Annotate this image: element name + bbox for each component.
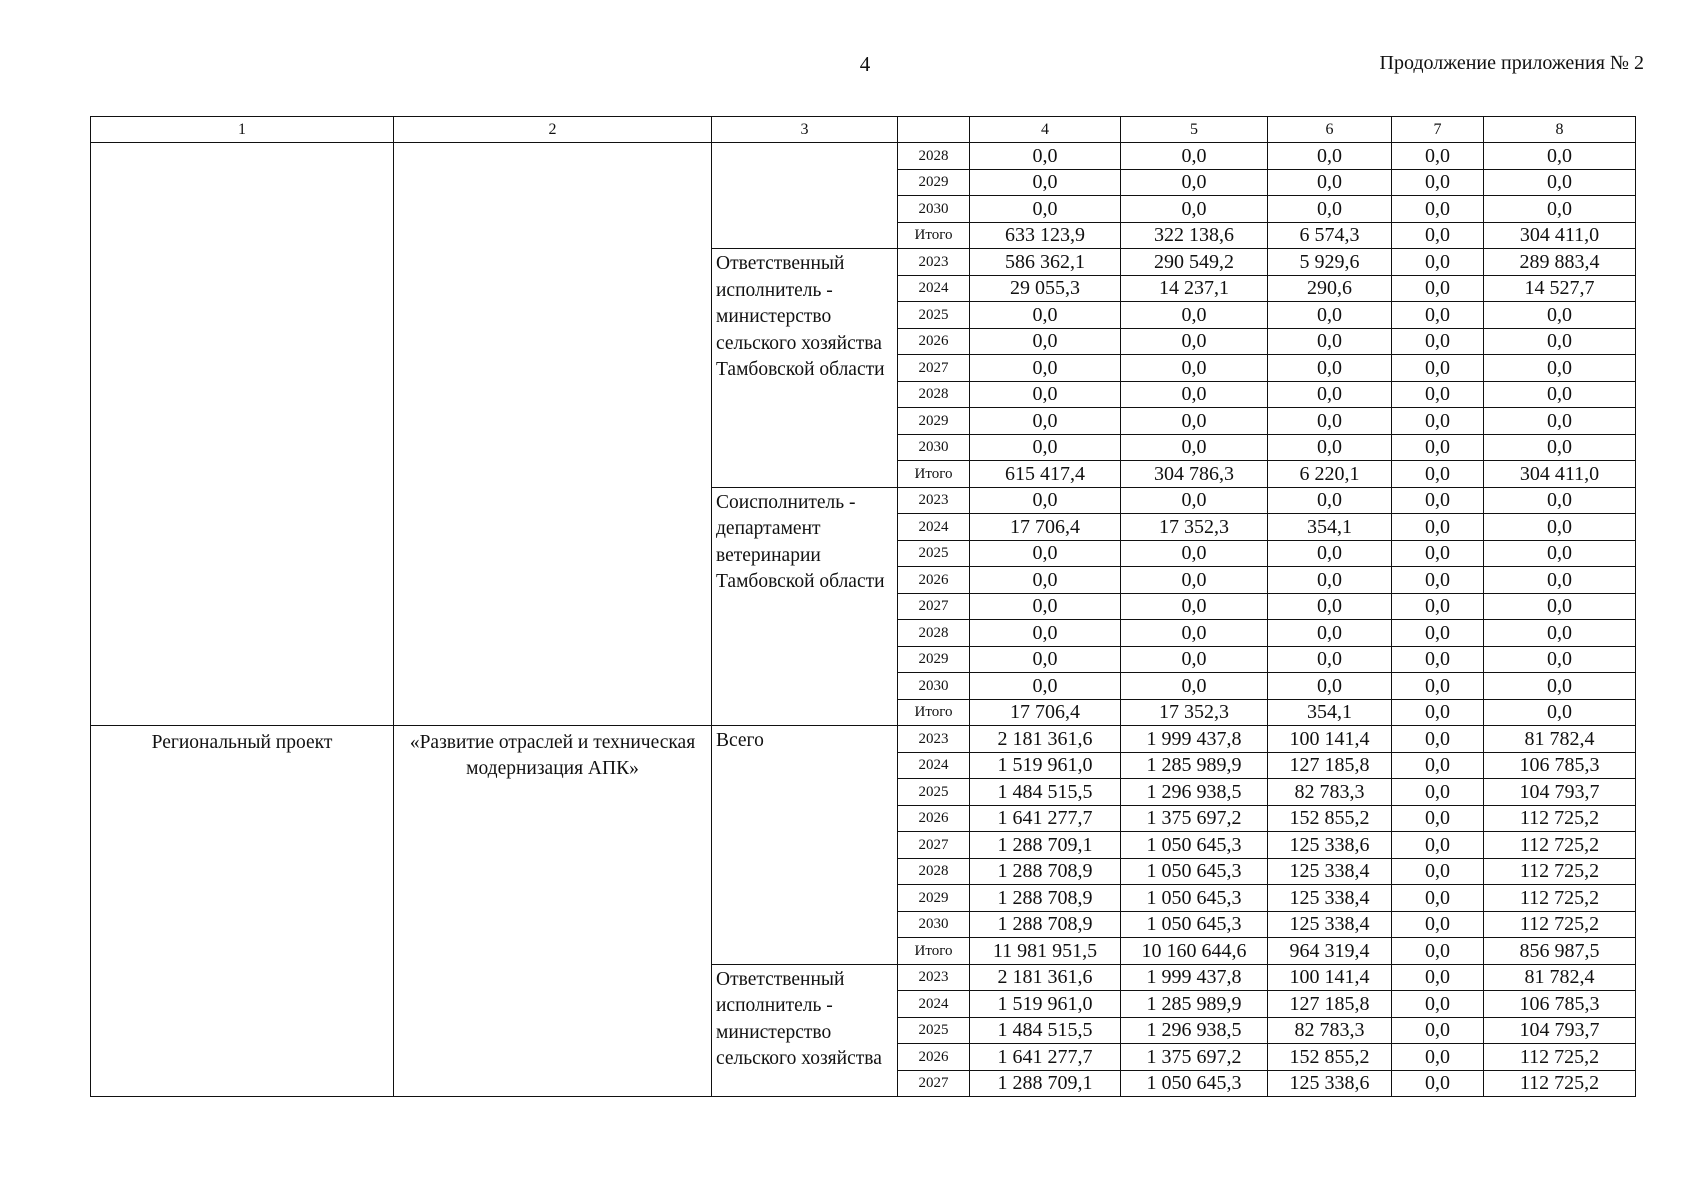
amount-cell: 0,0 [1392, 222, 1484, 249]
amount-cell: 0,0 [1392, 779, 1484, 806]
executor-cell: Ответственный исполнитель - министерство сельского хозяйства [712, 964, 898, 1097]
year-cell: Итого [898, 461, 970, 488]
year-cell: 2025 [898, 1017, 970, 1044]
table-body [91, 117, 1636, 1097]
year-cell: 2027 [898, 832, 970, 859]
amount-cell: 0,0 [1392, 885, 1484, 912]
amount-cell: 0,0 [1268, 169, 1392, 196]
year-cell: Итого [898, 222, 970, 249]
amount-cell: 5 929,6 [1268, 249, 1392, 276]
amount-cell: 0,0 [1484, 355, 1636, 382]
amount-cell: 586 362,1 [970, 249, 1121, 276]
year-cell: 2023 [898, 964, 970, 991]
column-number-row [91, 117, 1636, 143]
amount-cell: 964 319,4 [1268, 938, 1392, 965]
amount-cell: 0,0 [1392, 699, 1484, 726]
amount-cell: 0,0 [1484, 673, 1636, 700]
amount-cell: 0,0 [1392, 620, 1484, 647]
column-header: 8 [1484, 117, 1636, 143]
amount-cell: 14 527,7 [1484, 275, 1636, 302]
amount-cell: 0,0 [1392, 911, 1484, 938]
amount-cell: 112 725,2 [1484, 885, 1636, 912]
amount-cell: 0,0 [970, 434, 1121, 461]
amount-cell: 0,0 [1392, 726, 1484, 753]
amount-cell: 152 855,2 [1268, 1044, 1392, 1071]
amount-cell: 0,0 [1484, 514, 1636, 541]
year-cell: 2025 [898, 779, 970, 806]
year-cell: 2024 [898, 752, 970, 779]
amount-cell: 304 411,0 [1484, 461, 1636, 488]
year-cell: 2029 [898, 408, 970, 435]
year-cell: 2024 [898, 514, 970, 541]
amount-cell: 0,0 [970, 540, 1121, 567]
amount-cell: 0,0 [1392, 832, 1484, 859]
appendix-continuation-note: Продолжение приложения № 2 [1379, 52, 1644, 74]
amount-cell: 354,1 [1268, 699, 1392, 726]
executor-cell: Всего [712, 726, 898, 965]
amount-cell: 0,0 [1484, 593, 1636, 620]
column-header: 1 [91, 117, 394, 143]
year-cell: 2025 [898, 302, 970, 329]
amount-cell: 0,0 [1121, 381, 1268, 408]
amount-cell: 1 050 645,3 [1121, 832, 1268, 859]
year-cell: 2023 [898, 249, 970, 276]
year-cell: 2030 [898, 673, 970, 700]
year-cell: 2027 [898, 593, 970, 620]
amount-cell: 0,0 [1392, 858, 1484, 885]
amount-cell: 0,0 [1268, 328, 1392, 355]
amount-cell: 289 883,4 [1484, 249, 1636, 276]
amount-cell: 0,0 [970, 646, 1121, 673]
amount-cell: 17 352,3 [1121, 514, 1268, 541]
amount-cell: 0,0 [1268, 302, 1392, 329]
amount-cell: 17 706,4 [970, 699, 1121, 726]
amount-cell: 354,1 [1268, 514, 1392, 541]
amount-cell: 615 417,4 [970, 461, 1121, 488]
amount-cell: 1 285 989,9 [1121, 752, 1268, 779]
amount-cell: 322 138,6 [1121, 222, 1268, 249]
amount-cell: 112 725,2 [1484, 1070, 1636, 1097]
amount-cell: 0,0 [970, 196, 1121, 223]
executor-cell: Ответственный исполнитель - министерство сельского хозяйства Тамбовской области [712, 249, 898, 488]
year-cell: 2024 [898, 991, 970, 1018]
amount-cell: 125 338,4 [1268, 858, 1392, 885]
year-cell: 2028 [898, 381, 970, 408]
amount-cell: 0,0 [1268, 540, 1392, 567]
amount-cell: 0,0 [1484, 328, 1636, 355]
amount-cell: 0,0 [1392, 408, 1484, 435]
amount-cell: 0,0 [1484, 567, 1636, 594]
amount-cell: 304 786,3 [1121, 461, 1268, 488]
amount-cell: 100 141,4 [1268, 964, 1392, 991]
executor-cell: Соисполнитель - департамент ветеринарии Тамбовской области [712, 487, 898, 726]
year-cell: 2026 [898, 1044, 970, 1071]
amount-cell: 1 288 709,1 [970, 832, 1121, 859]
amount-cell: 633 123,9 [970, 222, 1121, 249]
year-cell: 2027 [898, 355, 970, 382]
amount-cell: 0,0 [1268, 408, 1392, 435]
amount-cell: 0,0 [1392, 1070, 1484, 1097]
amount-cell: 0,0 [1392, 752, 1484, 779]
amount-cell: 0,0 [1121, 143, 1268, 170]
amount-cell: 112 725,2 [1484, 832, 1636, 859]
amount-cell: 112 725,2 [1484, 858, 1636, 885]
amount-cell: 0,0 [1392, 487, 1484, 514]
amount-cell: 1 484 515,5 [970, 1017, 1121, 1044]
amount-cell: 0,0 [1392, 328, 1484, 355]
amount-cell: 127 185,8 [1268, 991, 1392, 1018]
amount-cell: 290 549,2 [1121, 249, 1268, 276]
amount-cell: 17 352,3 [1121, 699, 1268, 726]
amount-cell: 0,0 [1392, 991, 1484, 1018]
amount-cell: 6 220,1 [1268, 461, 1392, 488]
amount-cell: 0,0 [1121, 593, 1268, 620]
amount-cell: 0,0 [1268, 143, 1392, 170]
amount-cell: 1 296 938,5 [1121, 779, 1268, 806]
page-number: 4 [859, 52, 871, 76]
amount-cell: 1 519 961,0 [970, 991, 1121, 1018]
amount-cell: 1 285 989,9 [1121, 991, 1268, 1018]
year-cell: 2025 [898, 540, 970, 567]
year-cell: 2024 [898, 275, 970, 302]
amount-cell: 0,0 [1392, 593, 1484, 620]
amount-cell: 0,0 [1268, 593, 1392, 620]
amount-cell: 0,0 [1484, 540, 1636, 567]
amount-cell: 10 160 644,6 [1121, 938, 1268, 965]
year-cell: Итого [898, 699, 970, 726]
amount-cell: 1 999 437,8 [1121, 726, 1268, 753]
amount-cell: 112 725,2 [1484, 1044, 1636, 1071]
amount-cell: 0,0 [1392, 938, 1484, 965]
amount-cell: 0,0 [1121, 355, 1268, 382]
amount-cell: 0,0 [1484, 487, 1636, 514]
amount-cell: 0,0 [970, 408, 1121, 435]
amount-cell: 1 288 708,9 [970, 885, 1121, 912]
amount-cell: 0,0 [970, 673, 1121, 700]
event-name-cell: «Развитие отраслей и техническая модернизация АПК» [394, 726, 712, 1097]
amount-cell: 82 783,3 [1268, 1017, 1392, 1044]
amount-cell: 0,0 [1484, 408, 1636, 435]
column-header: 6 [1268, 117, 1392, 143]
amount-cell: 2 181 361,6 [970, 964, 1121, 991]
amount-cell: 0,0 [970, 169, 1121, 196]
event-type-cell: Региональный проект [91, 726, 394, 1097]
amount-cell: 1 288 709,1 [970, 1070, 1121, 1097]
amount-cell: 0,0 [1121, 434, 1268, 461]
amount-cell: 1 050 645,3 [1121, 858, 1268, 885]
amount-cell: 0,0 [1392, 461, 1484, 488]
year-cell: 2029 [898, 885, 970, 912]
amount-cell: 0,0 [1392, 673, 1484, 700]
year-cell: 2029 [898, 646, 970, 673]
amount-cell: 0,0 [1121, 487, 1268, 514]
year-cell: 2028 [898, 620, 970, 647]
amount-cell: 0,0 [1268, 434, 1392, 461]
amount-cell: 304 411,0 [1484, 222, 1636, 249]
financing-table [90, 116, 1636, 1097]
amount-cell: 0,0 [1392, 567, 1484, 594]
amount-cell: 127 185,8 [1268, 752, 1392, 779]
amount-cell: 0,0 [970, 143, 1121, 170]
amount-cell: 0,0 [1268, 646, 1392, 673]
year-cell: Итого [898, 938, 970, 965]
amount-cell: 1 484 515,5 [970, 779, 1121, 806]
amount-cell: 104 793,7 [1484, 779, 1636, 806]
amount-cell: 0,0 [1121, 302, 1268, 329]
year-cell: 2027 [898, 1070, 970, 1097]
year-cell: 2028 [898, 143, 970, 170]
amount-cell: 0,0 [1392, 355, 1484, 382]
amount-cell: 0,0 [1392, 646, 1484, 673]
amount-cell: 125 338,4 [1268, 911, 1392, 938]
amount-cell: 0,0 [970, 302, 1121, 329]
amount-cell: 0,0 [1121, 646, 1268, 673]
amount-cell: 152 855,2 [1268, 805, 1392, 832]
amount-cell: 856 987,5 [1484, 938, 1636, 965]
amount-cell: 112 725,2 [1484, 911, 1636, 938]
amount-cell: 81 782,4 [1484, 726, 1636, 753]
amount-cell: 0,0 [970, 355, 1121, 382]
amount-cell: 0,0 [1121, 196, 1268, 223]
amount-cell: 0,0 [1121, 673, 1268, 700]
executor-cell [712, 143, 898, 249]
amount-cell: 1 999 437,8 [1121, 964, 1268, 991]
amount-cell: 0,0 [1121, 567, 1268, 594]
amount-cell: 0,0 [1484, 196, 1636, 223]
year-cell: 2030 [898, 911, 970, 938]
amount-cell: 1 296 938,5 [1121, 1017, 1268, 1044]
amount-cell: 1 641 277,7 [970, 1044, 1121, 1071]
amount-cell: 0,0 [1392, 169, 1484, 196]
amount-cell: 0,0 [1392, 1017, 1484, 1044]
amount-cell: 0,0 [1392, 1044, 1484, 1071]
amount-cell: 0,0 [1392, 964, 1484, 991]
amount-cell: 0,0 [1484, 620, 1636, 647]
year-cell: 2023 [898, 726, 970, 753]
amount-cell: 104 793,7 [1484, 1017, 1636, 1044]
amount-cell: 0,0 [1121, 328, 1268, 355]
amount-cell: 0,0 [1392, 434, 1484, 461]
amount-cell: 0,0 [970, 487, 1121, 514]
amount-cell: 0,0 [1121, 620, 1268, 647]
amount-cell: 1 050 645,3 [1121, 885, 1268, 912]
amount-cell: 0,0 [970, 328, 1121, 355]
amount-cell: 0,0 [1484, 381, 1636, 408]
amount-cell: 125 338,6 [1268, 832, 1392, 859]
amount-cell: 14 237,1 [1121, 275, 1268, 302]
amount-cell: 29 055,3 [970, 275, 1121, 302]
amount-cell: 0,0 [1268, 487, 1392, 514]
amount-cell: 81 782,4 [1484, 964, 1636, 991]
year-cell: 2030 [898, 196, 970, 223]
amount-cell: 0,0 [1268, 673, 1392, 700]
column-header: 4 [970, 117, 1121, 143]
amount-cell: 1 050 645,3 [1121, 1070, 1268, 1097]
table-row [91, 143, 1636, 170]
amount-cell: 0,0 [970, 567, 1121, 594]
amount-cell: 0,0 [1392, 249, 1484, 276]
amount-cell: 1 050 645,3 [1121, 911, 1268, 938]
amount-cell: 0,0 [1392, 540, 1484, 567]
amount-cell: 0,0 [1392, 381, 1484, 408]
amount-cell: 0,0 [1121, 540, 1268, 567]
event-type-cell [91, 143, 394, 726]
year-cell: 2026 [898, 567, 970, 594]
amount-cell: 0,0 [1268, 355, 1392, 382]
amount-cell: 1 641 277,7 [970, 805, 1121, 832]
amount-cell: 2 181 361,6 [970, 726, 1121, 753]
column-header: 7 [1392, 117, 1484, 143]
amount-cell: 106 785,3 [1484, 752, 1636, 779]
amount-cell: 0,0 [1484, 434, 1636, 461]
year-cell: 2023 [898, 487, 970, 514]
amount-cell: 0,0 [970, 620, 1121, 647]
column-header [898, 117, 970, 143]
amount-cell: 106 785,3 [1484, 991, 1636, 1018]
amount-cell: 112 725,2 [1484, 805, 1636, 832]
column-header: 3 [712, 117, 898, 143]
amount-cell: 0,0 [1484, 143, 1636, 170]
amount-cell: 0,0 [1268, 620, 1392, 647]
year-cell: 2030 [898, 434, 970, 461]
year-cell: 2029 [898, 169, 970, 196]
amount-cell: 0,0 [1121, 169, 1268, 196]
amount-cell: 1 375 697,2 [1121, 1044, 1268, 1071]
amount-cell: 0,0 [1121, 408, 1268, 435]
amount-cell: 0,0 [1392, 275, 1484, 302]
amount-cell: 0,0 [1392, 302, 1484, 329]
event-name-cell [394, 143, 712, 726]
table-row [91, 726, 1636, 753]
amount-cell: 1 288 708,9 [970, 911, 1121, 938]
column-header: 2 [394, 117, 712, 143]
amount-cell: 11 981 951,5 [970, 938, 1121, 965]
amount-cell: 0,0 [1268, 196, 1392, 223]
amount-cell: 100 141,4 [1268, 726, 1392, 753]
amount-cell: 82 783,3 [1268, 779, 1392, 806]
amount-cell: 0,0 [1392, 514, 1484, 541]
amount-cell: 0,0 [1392, 805, 1484, 832]
year-cell: 2026 [898, 805, 970, 832]
amount-cell: 0,0 [1392, 143, 1484, 170]
year-cell: 2028 [898, 858, 970, 885]
column-header: 5 [1121, 117, 1268, 143]
amount-cell: 0,0 [1484, 646, 1636, 673]
amount-cell: 0,0 [1392, 196, 1484, 223]
amount-cell: 0,0 [970, 593, 1121, 620]
amount-cell: 1 375 697,2 [1121, 805, 1268, 832]
amount-cell: 0,0 [1268, 567, 1392, 594]
amount-cell: 0,0 [970, 381, 1121, 408]
amount-cell: 0,0 [1268, 381, 1392, 408]
amount-cell: 290,6 [1268, 275, 1392, 302]
year-cell: 2026 [898, 328, 970, 355]
amount-cell: 125 338,6 [1268, 1070, 1392, 1097]
amount-cell: 0,0 [1484, 169, 1636, 196]
amount-cell: 1 519 961,0 [970, 752, 1121, 779]
amount-cell: 17 706,4 [970, 514, 1121, 541]
amount-cell: 0,0 [1484, 699, 1636, 726]
amount-cell: 0,0 [1484, 302, 1636, 329]
amount-cell: 125 338,4 [1268, 885, 1392, 912]
amount-cell: 1 288 708,9 [970, 858, 1121, 885]
amount-cell: 6 574,3 [1268, 222, 1392, 249]
